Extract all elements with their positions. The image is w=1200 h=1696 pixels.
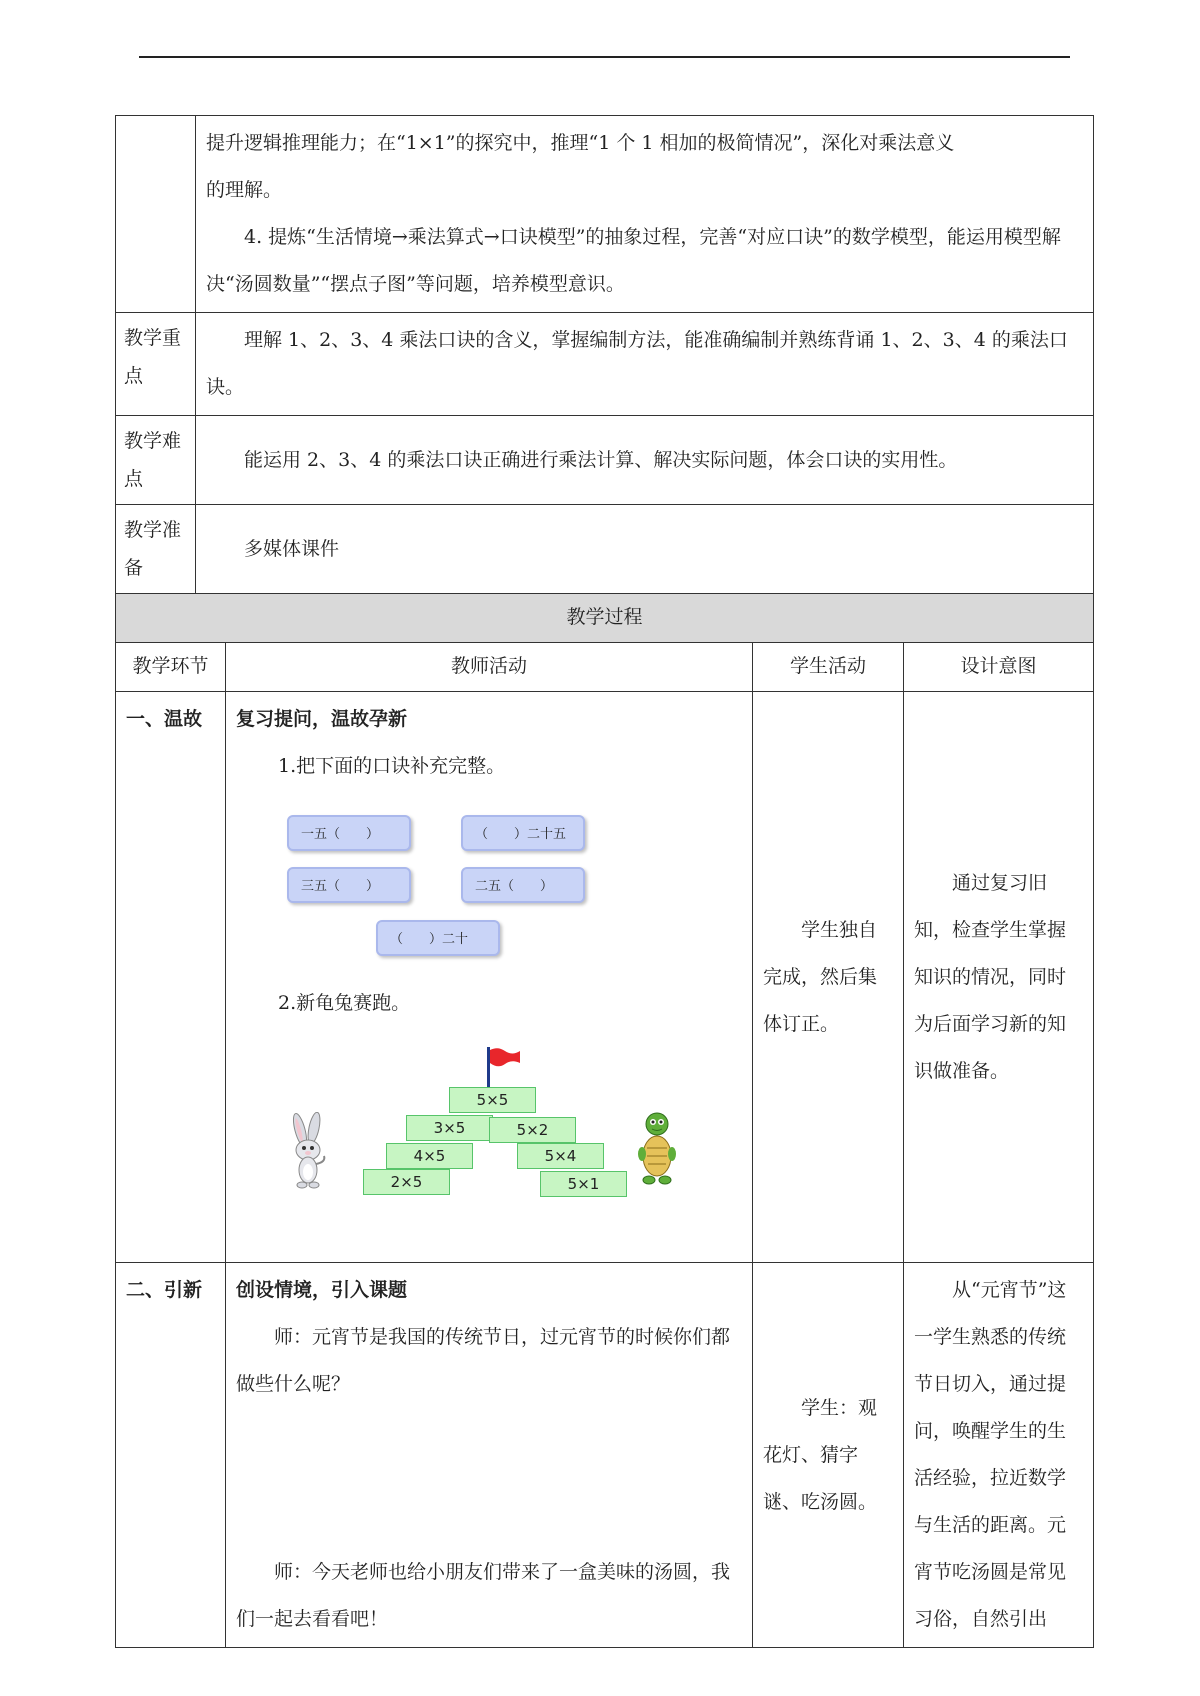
objectives-label-cell [116, 116, 196, 313]
objectives-para2: 4. 提炼“生活情境→乘法算式→口诀模型”的抽象过程，完善“对应口诀”的数学模型，能运用模型解决“汤圆数量”“摆点子图”等问题，培养模型意识。 [206, 226, 1061, 295]
pill-er-shi: （ ）二十 [376, 920, 500, 956]
section1-intent [904, 692, 1094, 1263]
section1-q2: 2.新龟兔赛跑。 [278, 992, 411, 1014]
process-title: 教学过程 [116, 594, 1094, 643]
pill-san-wu: 三五（ ） [287, 867, 411, 903]
section1-stage: 一、温故 [116, 692, 226, 1263]
difficulties-text: 能运用 2、3、4 的乘法口诀正确进行乘法计算、解决实际问题，体会口诀的实用性。 [196, 416, 1094, 505]
objectives-cell [196, 116, 1094, 313]
header-teacher: 教师活动 [226, 643, 753, 692]
section2-stage: 二、引新 [116, 1263, 226, 1648]
section2-title: 创设情境，引入课题 [236, 1279, 408, 1301]
brick-3x5: 3×5 [406, 1115, 493, 1141]
section1-row [116, 692, 1094, 1263]
preparation-row [116, 505, 1094, 594]
section2-spacer [236, 1408, 742, 1549]
section1-student-text: 学生独自完成，然后集体订正。 [763, 918, 878, 1035]
key-points-text: 理解 1、2、3、4 乘法口诀的含义，掌握编制方法，能准确编制并熟练背诵 1、2、3、4 的乘法口诀。 [196, 313, 1094, 416]
difficulties-label: 教学难点 [116, 416, 196, 505]
section2-p1: 师：元宵节是我国的传统节日，过元宵节的时候你们都做些什么呢？ [236, 1326, 731, 1395]
pill-er-shi-wu: （ ）二十五 [461, 815, 585, 851]
brick-4x5: 4×5 [386, 1143, 473, 1169]
key-points-row [116, 313, 1094, 416]
header-rule [139, 56, 1070, 58]
header-student: 学生活动 [753, 643, 904, 692]
pill-yi-wu: 一五（ ） [287, 815, 411, 851]
section2-student-text: 学生：观花灯、猜字谜、吃汤圆。 [763, 1396, 878, 1513]
section1-teacher-cell [226, 692, 753, 1263]
section1-intent-text: 通过复习旧知，检查学生掌握知识的情况，同时为后面学习新的知识做准备。 [914, 871, 1067, 1082]
lesson-plan-table [115, 115, 1094, 1648]
section2-row [116, 1263, 1094, 1648]
pill-er-wu: 二五（ ） [461, 867, 585, 903]
objectives-line1: 提升逻辑推理能力；在“1×1”的探究中，推理“1 个 1 相加的极简情况”，深化对乘法意义 [206, 132, 955, 154]
brick-5x2: 5×2 [489, 1117, 576, 1143]
preparation-label: 教学准备 [116, 505, 196, 594]
difficulties-row [116, 416, 1094, 505]
section1-student [753, 692, 904, 1263]
header-stage: 教学环节 [116, 643, 226, 692]
section2-p2: 师：今天老师也给小朋友们带来了一盒美味的汤圆，我们一起去看看吧！ [236, 1561, 731, 1630]
key-points-label: 教学重点 [116, 313, 196, 416]
process-band [116, 594, 1094, 643]
objectives-line2: 的理解。 [206, 179, 283, 201]
section1-title: 复习提问，温故孕新 [236, 708, 408, 730]
brick-5x1: 5×1 [540, 1171, 627, 1197]
flag-icon [490, 1048, 520, 1068]
brick-5x5: 5×5 [449, 1087, 536, 1113]
section2-student [753, 1263, 904, 1648]
brick-2x5: 2×5 [363, 1169, 450, 1195]
section2-intent [904, 1263, 1094, 1648]
preparation-text: 多媒体课件 [196, 505, 1094, 594]
objectives-row [116, 116, 1094, 313]
section1-q1: 1.把下面的口诀补充完整。 [278, 755, 506, 777]
section2-teacher-cell [226, 1263, 753, 1648]
section1-teacher-content [226, 692, 752, 1258]
brick-5x4: 5×4 [517, 1143, 604, 1169]
section2-intent-text: 从“元宵节”这一学生熟悉的传统节日切入，通过提问，唤醒学生的生活经验，拉近数学与生活的距离。元宵节吃汤圆是常见习俗，自然引出 [914, 1279, 1067, 1630]
header-intent: 设计意图 [904, 643, 1094, 692]
turtle-icon [636, 1110, 678, 1186]
rabbit-icon [286, 1112, 334, 1190]
process-header-row [116, 643, 1094, 692]
